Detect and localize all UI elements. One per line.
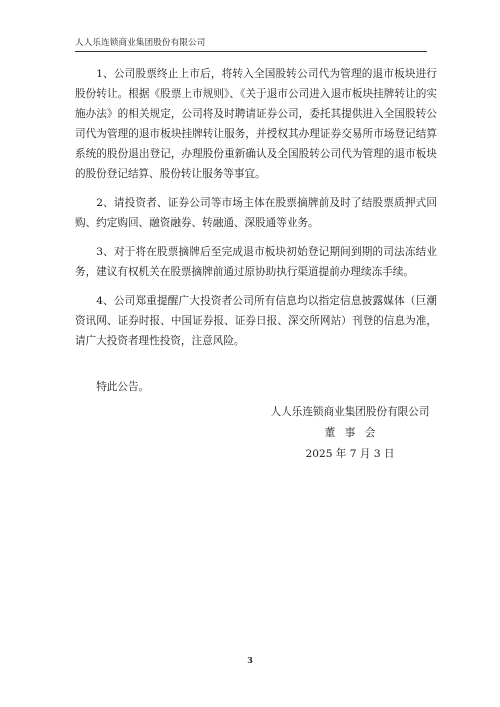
signature-date: 2025 年 7 月 3 日 — [305, 448, 395, 460]
signature-block — [250, 402, 450, 465]
paragraph-2: 2、请投资者、证券公司等市场主体在股票摘牌前及时了结股票质押式回购、约定购回、融资融券、转融通、深股通等业务。 — [75, 197, 437, 229]
announcement-body — [75, 64, 437, 406]
page-number: 3 — [247, 655, 253, 665]
paragraph-4: 4、公司郑重提醒广大投资者公司所有信息均以指定信息披露媒体（巨潮资讯网、证券时报、中国证券报、证券日报、深交所网站）刊登的信息为准，请广大投资者理性投资，注意风险。 — [75, 295, 437, 347]
paragraph-1: 1、公司股票终止上市后，将转入全国股转公司代为管理的退市板块进行股份转让。根据《股票上市规则》、《关于退市公司进入退市板块挂牌转让的实施办法》的相关规定，公司将及时聘请证券公司，委托其提供进入全国股转公司代为管理的退市板块挂牌转让服务，并授权其办理证券交易所市场登记结算系统的股份退出登记，办理股份重新确认及全国股转公司代为管理的退市板块的股份登记结算、股份转让服务等事宜。 — [75, 68, 437, 180]
paragraph-3: 3、对于将在股票摘牌后至完成退市板块初始登记期间到期的司法冻结业务，建议有权机关在股票摘牌前通过原协助执行渠道提前办理续冻手续。 — [75, 246, 437, 278]
signature-company: 人人乐连锁商业集团股份有限公司 — [270, 406, 430, 418]
closing-statement: 特此公告。 — [96, 381, 150, 393]
signature-board: 董事会 — [324, 427, 385, 439]
header-company-title: 人人乐连锁商业集团股份有限公司 — [75, 38, 206, 48]
header-divider — [75, 51, 427, 52]
